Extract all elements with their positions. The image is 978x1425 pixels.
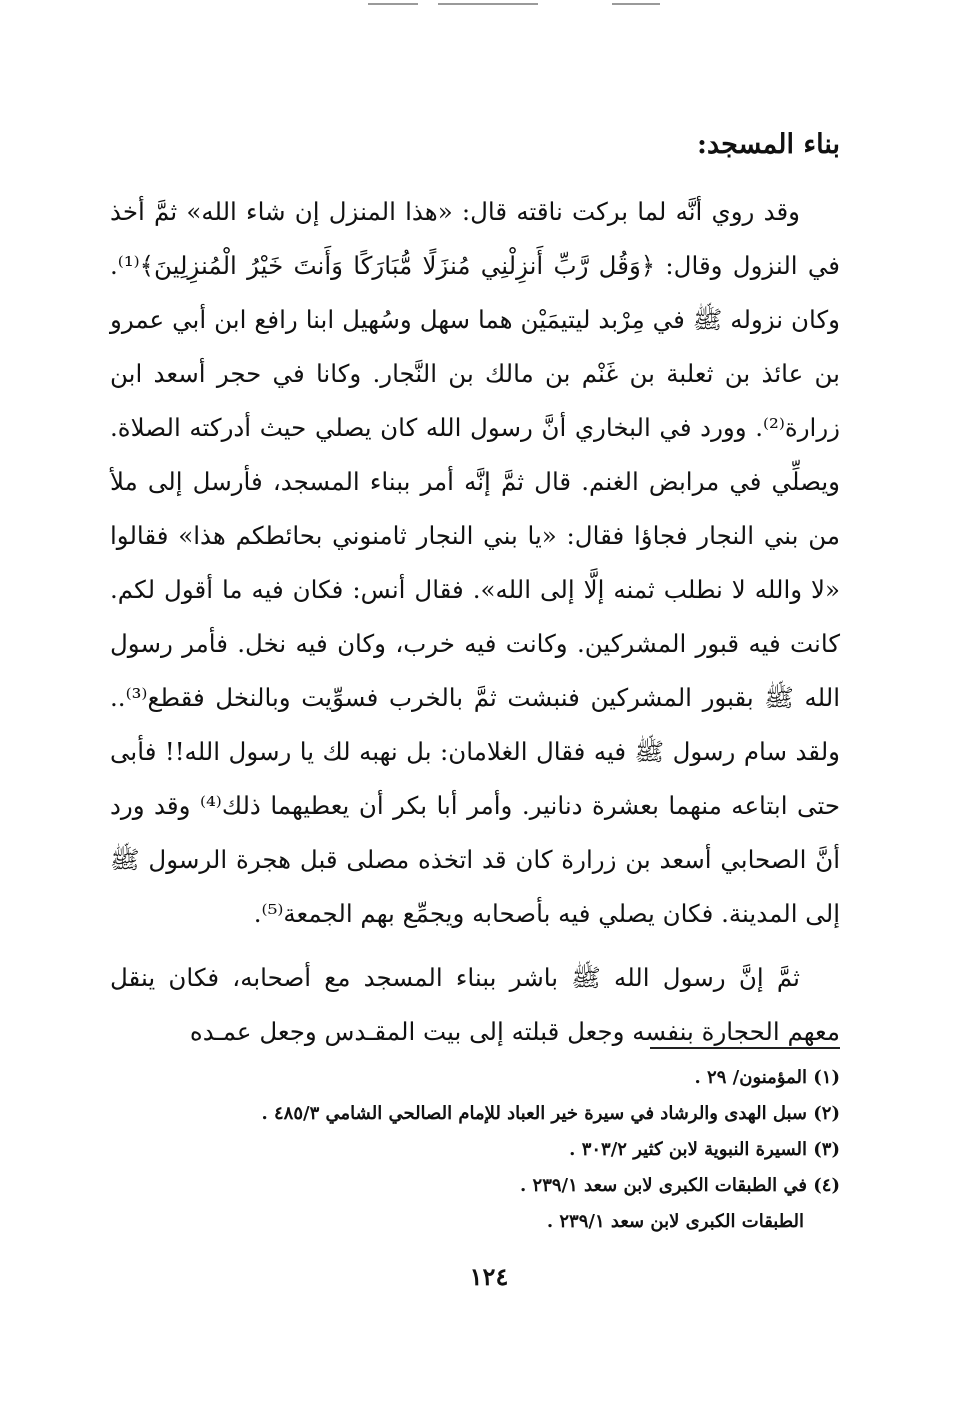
- page-content: [110, 125, 840, 1059]
- body-paragraph-2: ثمَّ إنَّ رسول الله ﷺ باشر ببناء المسجد مع أصحابه، فكان ينقل معهم الحجارة بنفسه وجعل قبلته إلى بيت المقـدس وجعل عمـده: [110, 963, 840, 1046]
- footnote-3: (٣) السيرة النبوية لابن كثير ٣٠٣/٢ .: [569, 1139, 840, 1160]
- footnotes: [140, 1060, 840, 1240]
- footnote-4: (٤) في الطبقات الكبرى لابن سعد ٢٣٩/١ .: [519, 1175, 840, 1196]
- top-rule-center: [438, 3, 538, 5]
- body-paragraph-1: وقد روي أنَّه لما بركت ناقته قال: «هذا المنزل إن شاء الله» ثمَّ أخذ في النزول وقال: ﴿وَقُل رَّبِّ أَنزِلْنِي مُنزَلًا مُّبَارَكًا وَأَنتَ خَيْرُ الْمُنزِلِينَ﴾⁽¹⁾. وكان نزوله ﷺ في مِرْبد ليتيمَيْن هما سهل وسُهيل ابنا رافع ابن أبي عمرو بن عائذ بن ثعلبة بن غَنْم بن مالك بن النَّجار. وكانا في حجر أسعد ابن زرارة⁽²⁾. وورد في البخاري أنَّ رسول الله كان يصلي حيث أدركته الصلاة. ويصلِّي في مرابض الغنم. قال ثمَّ إنَّه أمر ببناء المسجد، فأرسل إلى ملأ من بني النجار فجاؤا فقال: «يا بني النجار ثامنوني بحائطكم هذا» فقالوا «لا والله لا نطلب ثمنه إلَّا إلى الله». فقال أنس: فكان فيه ما أقول لكم. كانت فيه قبور المشركين. وكانت فيه خرب، وكان فيه نخل. فأمر رسول الله ﷺ بقبور المشركين فنبشت ثمَّ بالخرب فسوِّيت وبالنخل فقطع⁽³⁾.. ولقد سام رسول ﷺ فيه فقال الغلامان: بل نهبه لك يا رسول الله!! فأبى حتى ابتاعه منهما بعشرة دنانير. وأمر أبا بكر أن يعطيهما ذلك⁽⁴⁾ وقد ورد أنَّ الصحابي أسعد بن زرارة كان قد اتخذه مصلى قبل هجرة الرسول ﷺ إلى المدينة. فكان يصلي فيه بأصحابه ويجمِّع بهم الجمعة⁽⁵⁾.: [110, 197, 840, 928]
- page-number: ١٢٤: [469, 1262, 509, 1291]
- footnote-5: الطبقات الكبرى لابن سعد ٢٣٩/١ .: [546, 1211, 804, 1232]
- top-rule-left: [368, 3, 418, 5]
- section-heading: بناء المسجد:: [697, 129, 840, 160]
- top-rule-right: [612, 3, 660, 5]
- footnote-separator: [650, 1047, 840, 1049]
- footnote-2: (٢) سبل الهدى والرشاد في سيرة خير العباد للإمام الصالحي الشامي ٤٨٥/٣ .: [261, 1103, 840, 1124]
- footnote-1: (١) المؤمنون/ ٢٩ .: [694, 1067, 840, 1088]
